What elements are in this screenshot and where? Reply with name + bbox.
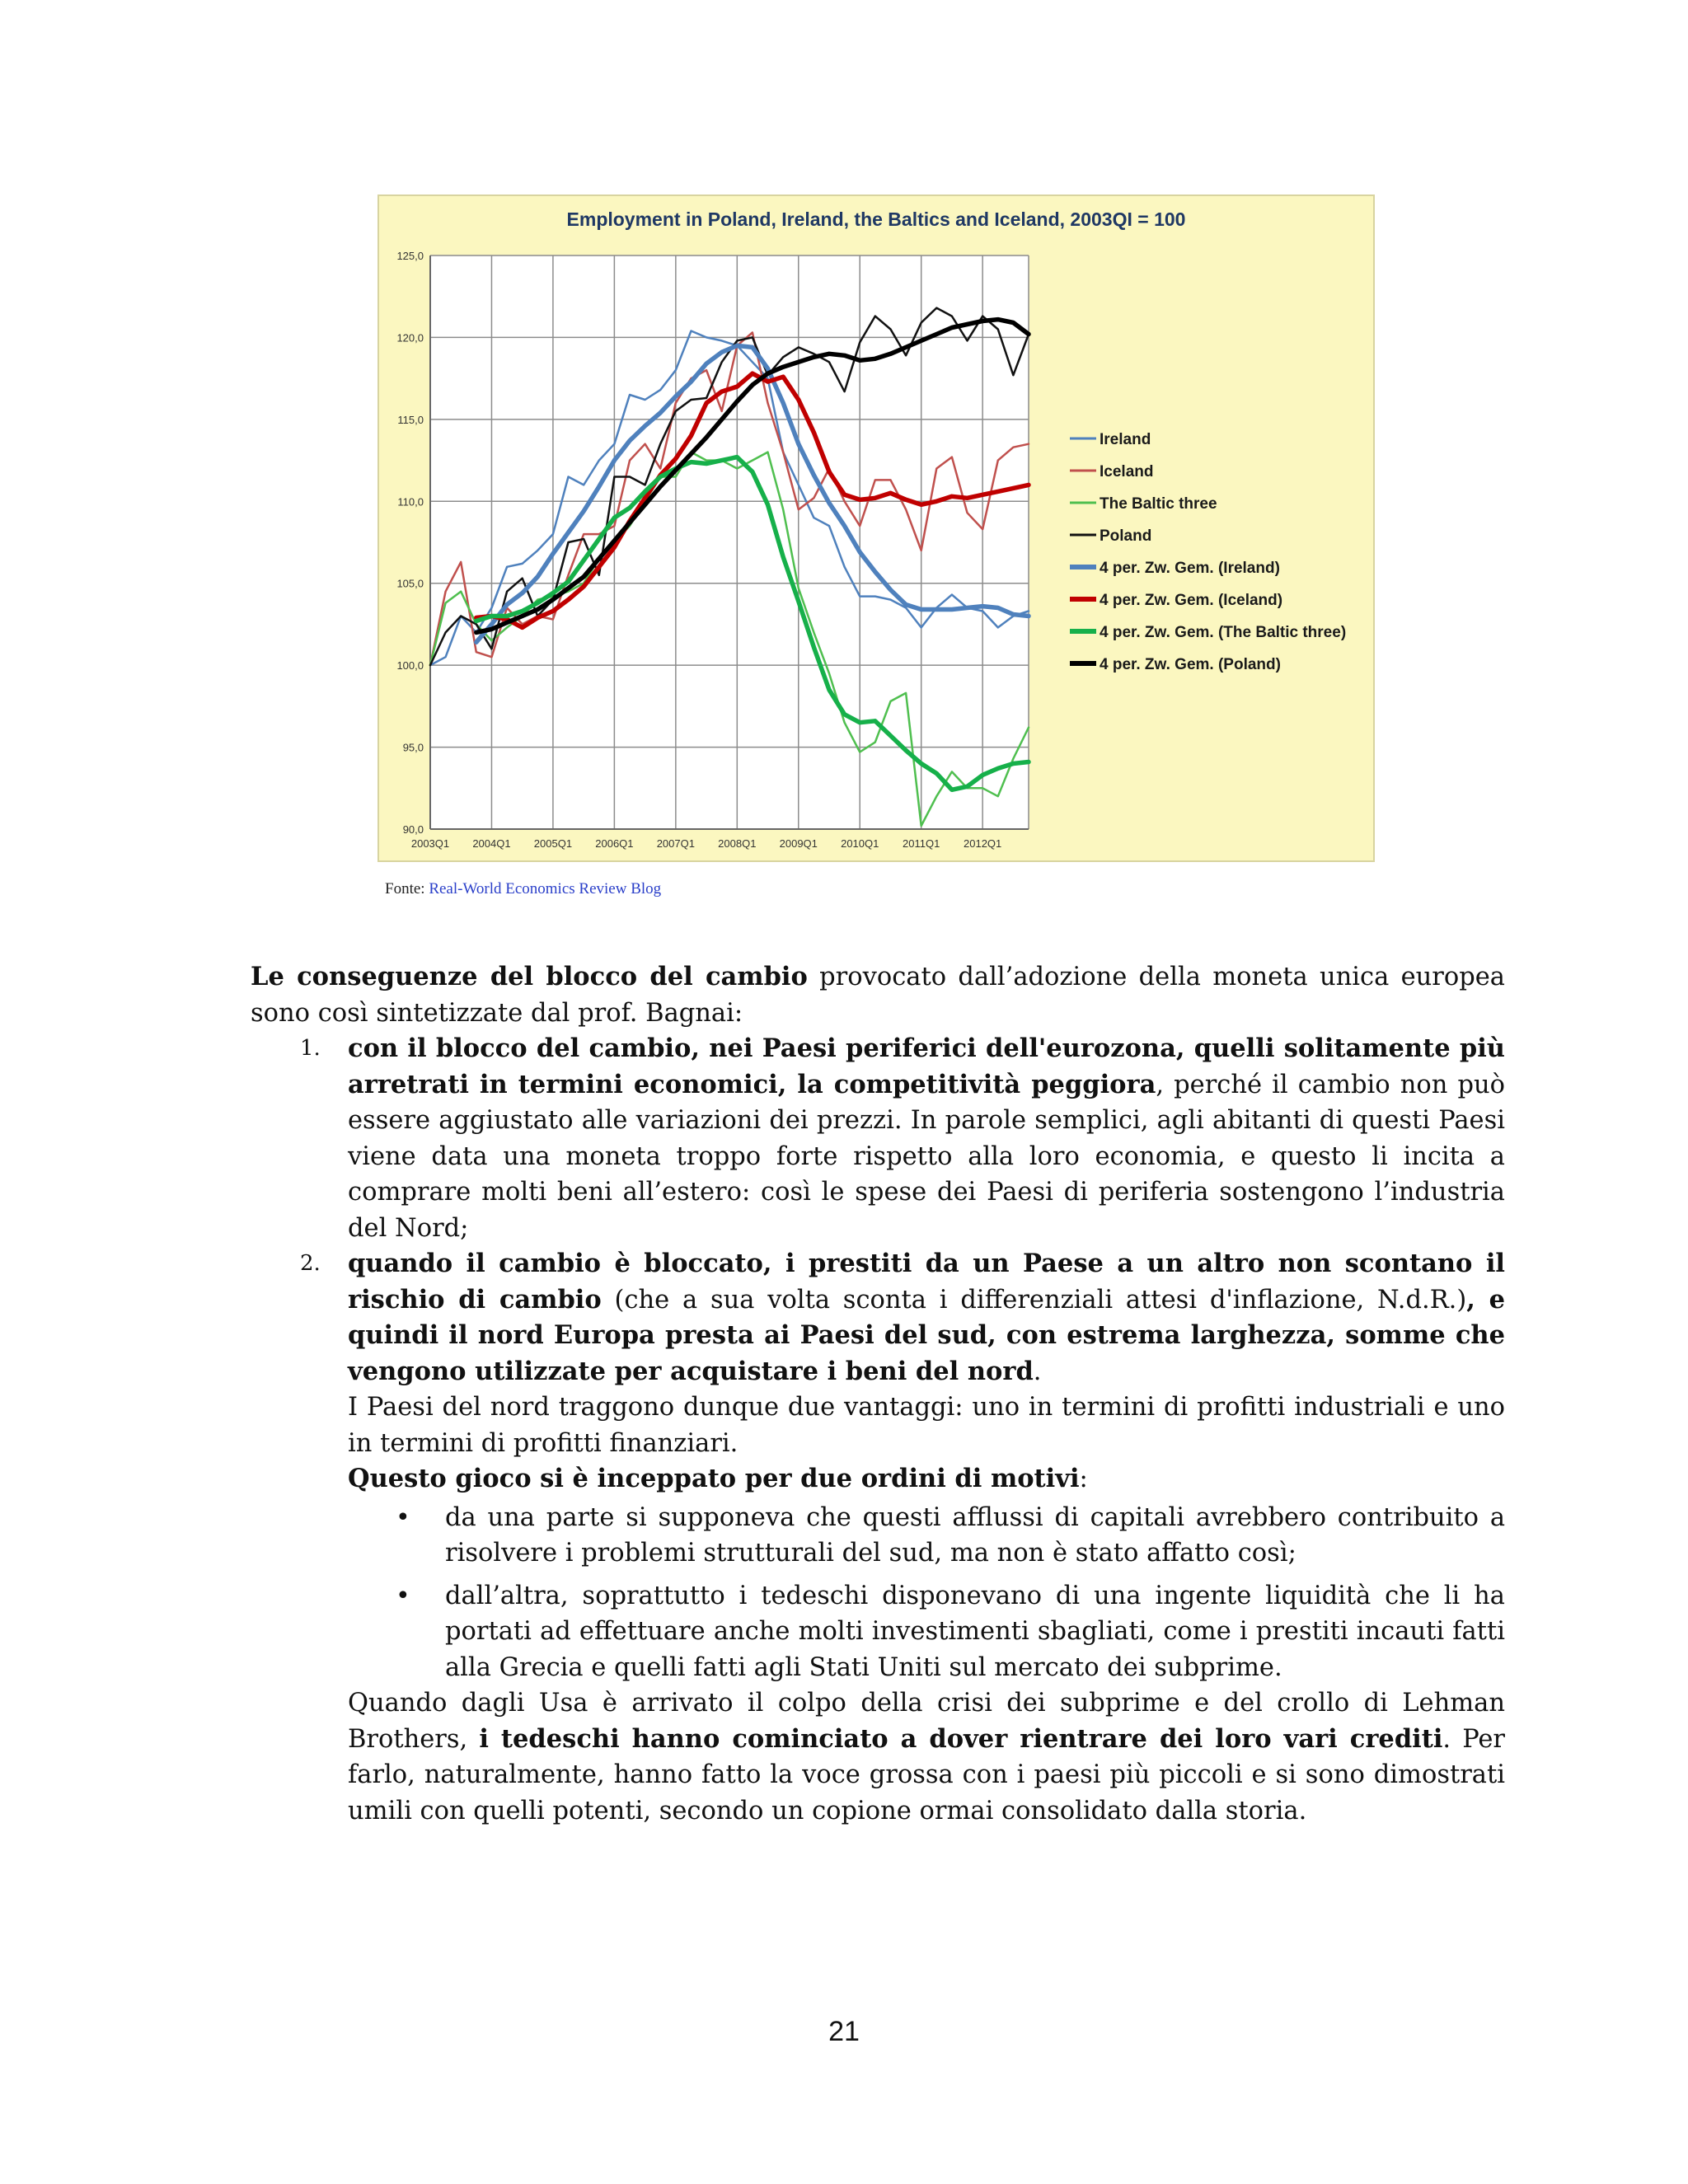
item2-bold-2: , e quindi il nord Europa presta ai Paesi del sud, con estrema larghezza, somme che vengono utilizzate per acquistare i beni del nord [348,1284,1505,1386]
legend-label-7: 4 per. Zw. Gem. (The Baltic three) [1100,624,1347,641]
x-tick-label: 2011Q1 [903,837,940,850]
y-tick-label: 120,0 [396,331,424,344]
body-text [251,959,1505,1829]
intro-paragraph [251,959,1505,1031]
x-tick-label: 2003Q1 [410,837,450,850]
plot-area [430,255,1029,829]
y-tick-label: 100,0 [396,659,424,673]
legend-label-2: Iceland [1100,463,1154,480]
vantaggi-paragraph: I Paesi del nord traggono dunque due vantaggi: uno in termini di profitti industriali e uno in termini di profitti finanziari. [348,1393,1505,1458]
bullet-item-1 [251,1500,1505,1572]
intro-rest: provocato dall’adozione della moneta unica europea sono così sintetizzate dal prof. Bagnai: [251,963,1505,1028]
y-tick-label: 115,0 [397,413,424,426]
final-bold: i tedeschi hanno cominciato a dover rientrare dei loro vari crediti [479,1723,1443,1754]
x-tick-label: 2008Q1 [718,837,757,850]
x-tick-label: 2004Q1 [472,837,511,850]
x-tick-label: 2007Q1 [656,837,695,850]
final-rest: . Per farlo, naturalmente, hanno fatto la voce grossa con i paesi più piccoli e si sono dimostrati umili con quelli potenti, secondo un copione ormai consolidato dalla storia. [348,1724,1505,1825]
bullet-item-2 [251,1578,1505,1686]
bullet-dot-1: • [396,1502,410,1532]
final-start: Quando dagli Usa è arrivato il colpo della crisi dei subprime e del crollo di Lehman Brothers, [348,1689,1505,1754]
chart-source [385,880,661,898]
list-number-2: 2. [300,1251,321,1276]
bullet1-text: da una parte si supponeva che questi afflussi di capitali avrebbero contribuito a risolvere i problemi strutturali del sud, ma non è stato affatto così; [445,1502,1505,1568]
page-number: 21 [828,2016,860,2047]
x-tick-label: 2012Q1 [964,837,1002,850]
x-tick-label: 2005Q1 [533,837,573,850]
bullet2-text: dall’altra, soprattutto i tedeschi disponevano di una ingente liquidità che li ha portati ad effettuare anche molti investimenti sbagliati, come i prestiti incauti fatti alla Grecia e quelli fatti agli Stati Uniti sul mercato dei subprime. [445,1581,1505,1682]
x-tick-label: 2010Q1 [841,837,879,850]
list-item-2 [251,1246,1505,1390]
y-tick-label: 110,0 [397,495,424,509]
x-tick-label: 2006Q1 [595,837,634,850]
source-link[interactable]: Real-World Economics Review Blog [429,880,662,898]
item1-bold: con il blocco del cambio, nei Paesi periferici dell'eurozona, quelli solitamente più arretrati in termini economici, la competitività peggiora [348,1033,1505,1099]
item2-bold-1: quando il cambio è bloccato, i prestiti da un Paese a un altro non scontano il rischio di cambio [348,1249,1505,1315]
legend-label-8: 4 per. Zw. Gem. (Poland) [1100,656,1281,673]
source-label: Fonte: [385,880,429,898]
legend-label-6: 4 per. Zw. Gem. (Iceland) [1100,592,1283,609]
intro-bold: Le conseguenze del blocco del cambio [251,962,808,991]
legend-label-5: 4 per. Zw. Gem. (Ireland) [1100,560,1280,577]
x-tick-label: 2009Q1 [779,837,818,850]
chart-title: Employment in Poland, Ireland, the Baltics and Iceland, 2003QI = 100 [566,209,1186,230]
motivi-bold: Questo gioco si è inceppato per due ordini di motivi [348,1464,1080,1493]
bullet-dot-2: • [396,1581,410,1610]
y-tick-label: 125,0 [396,250,424,262]
y-tick-label: 90,0 [402,823,424,836]
y-tick-label: 95,0 [402,741,424,754]
list-number-1: 1. [300,1036,321,1061]
legend-label-3: The Baltic three [1100,495,1217,513]
final-paragraph [251,1685,1505,1829]
chart-svg [379,196,1373,860]
item1-rest: , perché il cambio non può essere aggiustato alle variazioni dei prezzi. In parole semplici, agli abitanti di questi Paesi viene data una moneta troppo forte rispetto alla loro economia, e questo li incita a comprare molti beni all’estero: così le spese dei Paesi di periferia sostengono l’industria del Nord; [348,1070,1505,1243]
item2-mid: (che a sua volta sconta i differenziali attesi d'inflazione, N.d.R.) [601,1285,1467,1315]
motivi-colon: : [1079,1465,1088,1493]
legend-label-4: Poland [1100,527,1152,545]
item2-end: . [1033,1357,1042,1386]
motivi-paragraph [251,1461,1505,1497]
list-item-1 [251,1031,1505,1246]
legend-label-1: Ireland [1100,431,1151,448]
employment-chart [377,194,1375,862]
y-tick-label: 105,0 [396,577,424,590]
